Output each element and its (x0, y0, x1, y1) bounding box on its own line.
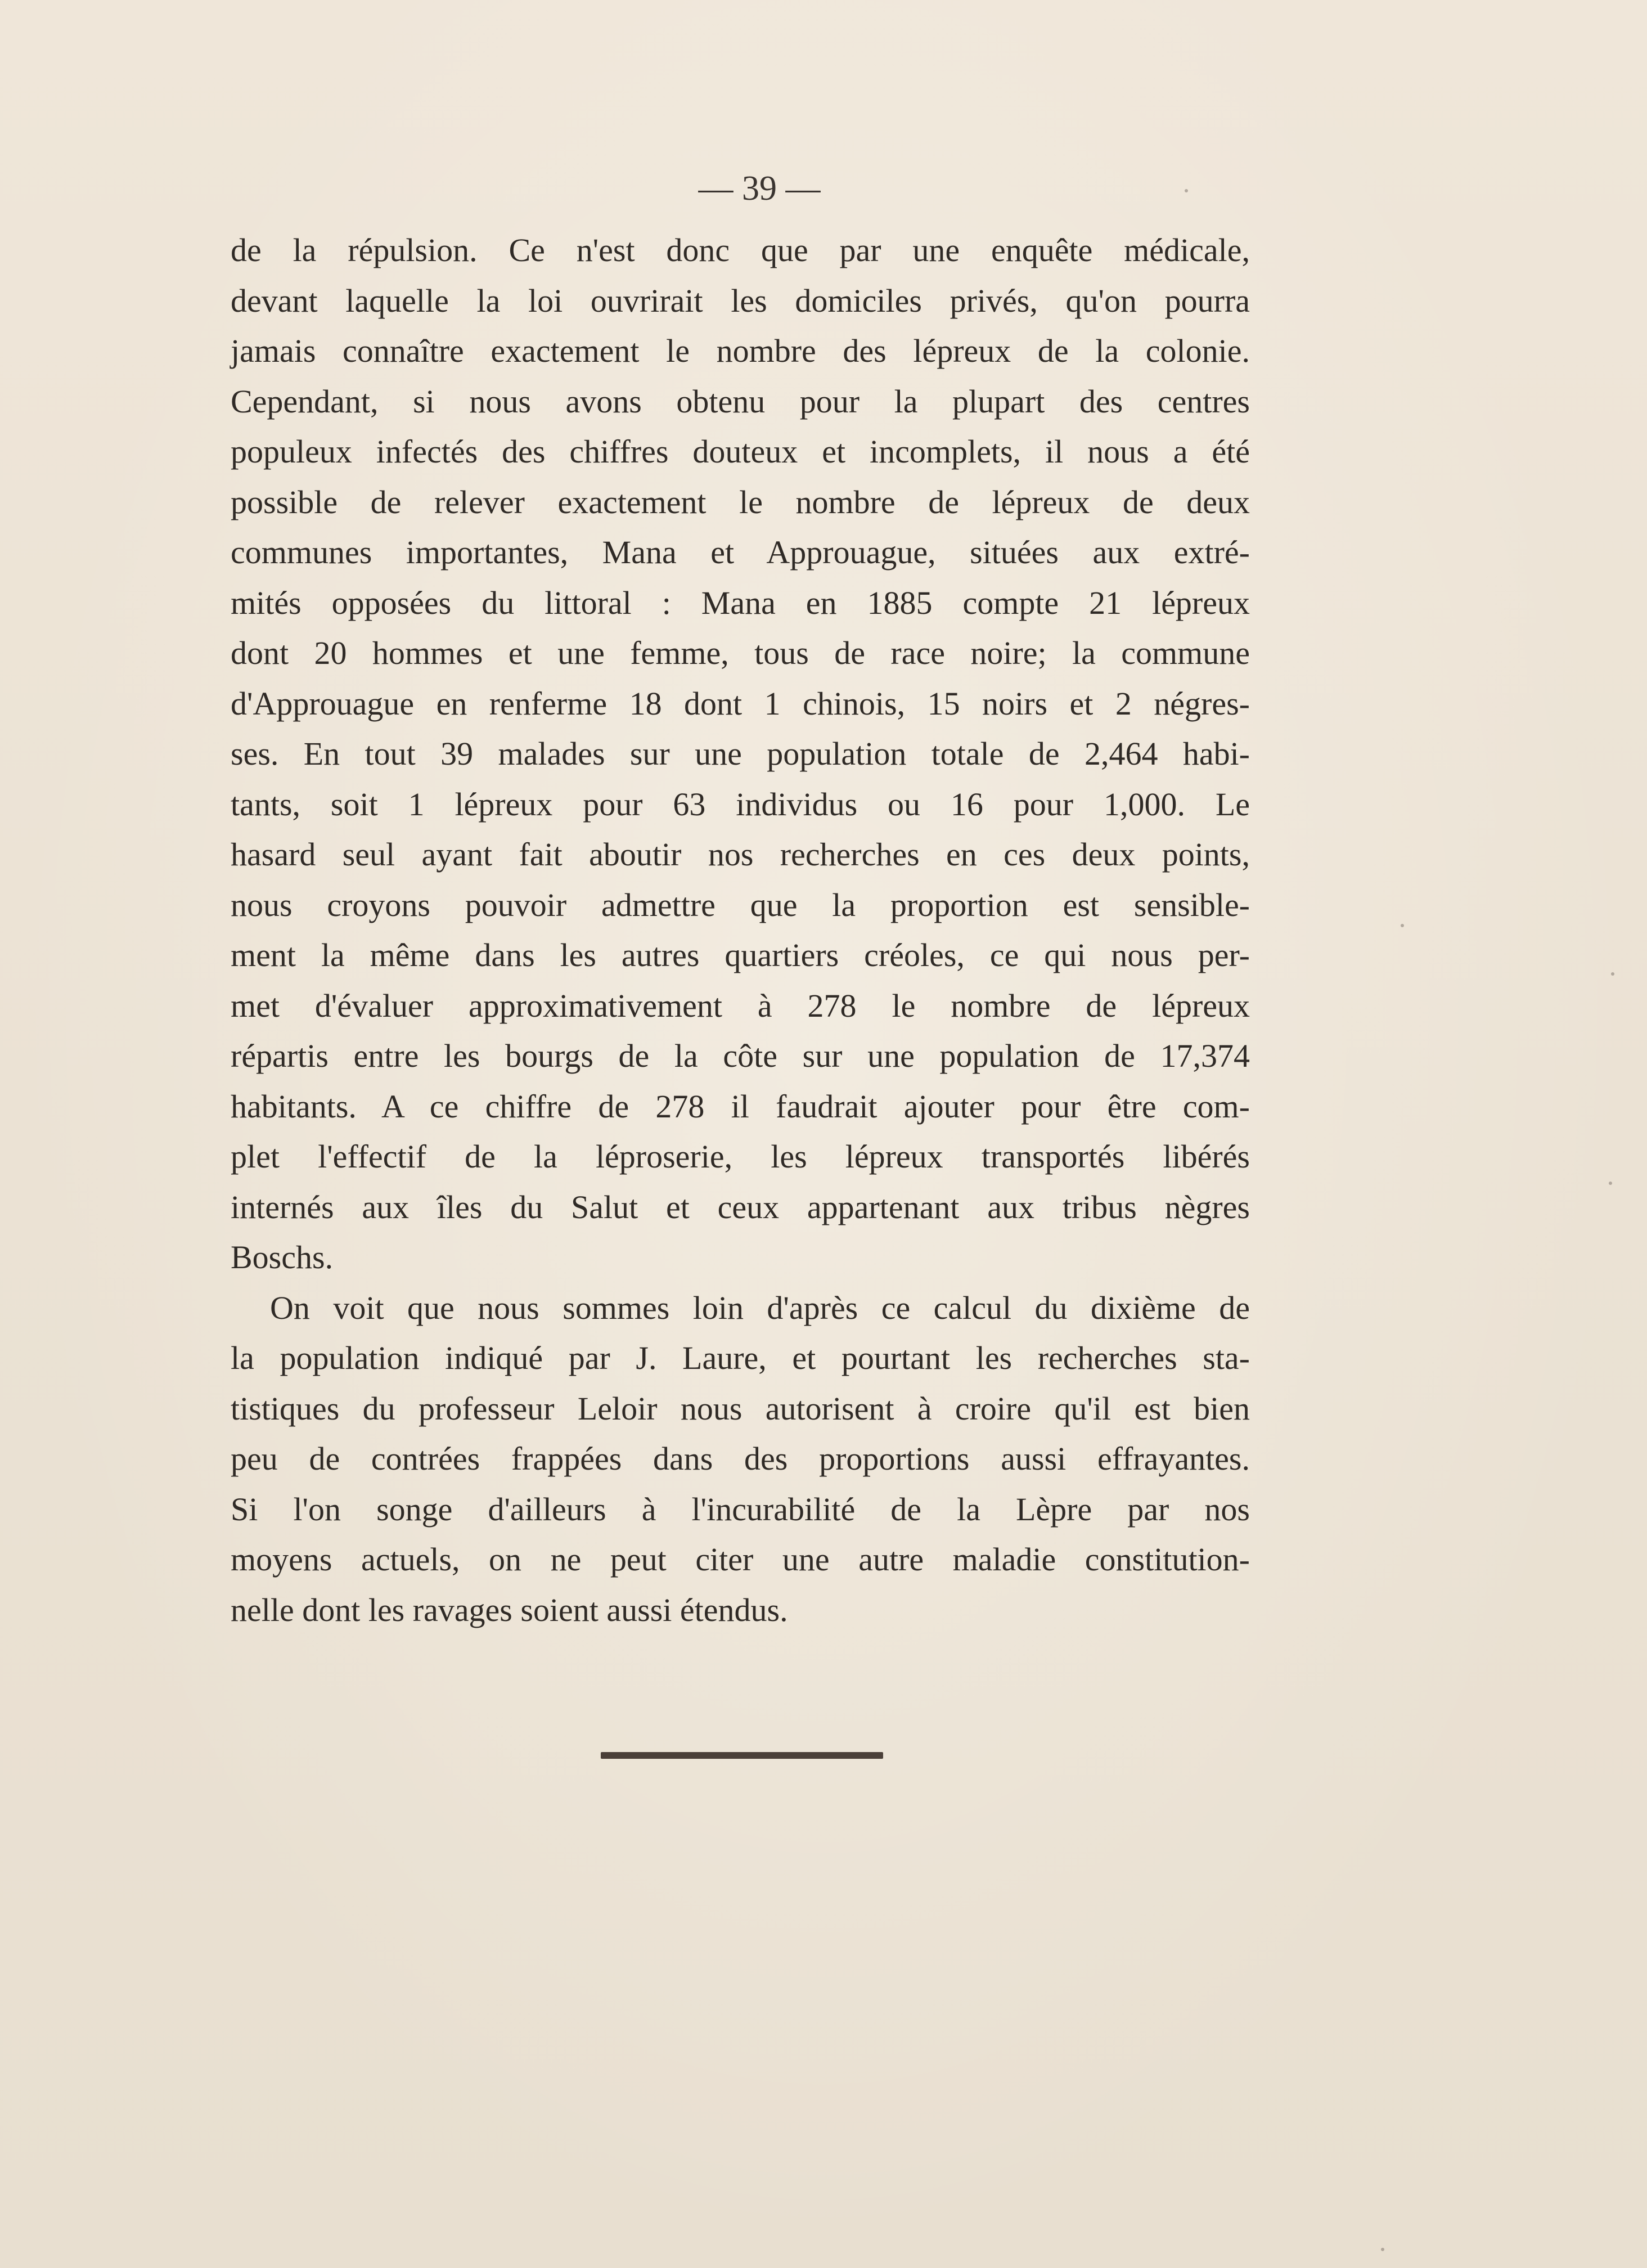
text-line: Cependant, si nous avons obtenu pour la plupart des centres (231, 383, 1250, 420)
text-line: ment la même dans les autres quartiers créoles, ce qui nous per- (231, 937, 1250, 973)
text-line: d'Approuague en renferme 18 dont 1 chinois, 15 noirs et 2 négres- (231, 685, 1250, 722)
text-line: populeux infectés des chiffres douteux et incomplets, il nous a été (231, 433, 1250, 470)
text-line: de la répulsion. Ce n'est donc que par une enquête médicale, (231, 232, 1250, 268)
text-line: tants, soit 1 lépreux pour 63 individus ou 16 pour 1,000. Le (231, 785, 1250, 823)
text-line: tistiques du professeur Leloir nous autorisent à croire qu'il est bien (231, 1390, 1250, 1427)
body-text (231, 225, 1250, 1635)
text-line: Si l'on songe d'ailleurs à l'incurabilité de la Lèpre par nos (231, 1490, 1250, 1528)
text-line: met d'évaluer approximativement à 278 le nombre de lépreux (231, 987, 1250, 1024)
text-line: possible de relever exactement le nombre de lépreux de deux (231, 483, 1250, 520)
page-number: — 39 — (698, 169, 821, 208)
text-line: peu de contrées frappées dans des proportions aussi effrayantes. (231, 1440, 1250, 1477)
text-line: internés aux îles du Salut et ceux appartenant aux tribus nègres (231, 1188, 1250, 1225)
text-line: devant laquelle la loi ouvrirait les domiciles privés, qu'on pourra (231, 282, 1250, 319)
paper-speck (1381, 2248, 1384, 2251)
text-line: jamais connaître exactement le nombre des lépreux de la colonie. (231, 333, 1250, 369)
paper-speck (1185, 189, 1188, 192)
text-line: communes importantes, Mana et Approuague, situées aux extré- (231, 534, 1250, 571)
paper-speck (1401, 924, 1404, 927)
section-separator-rule (601, 1752, 883, 1759)
text-line: nelle dont les ravages soient aussi étendus. (231, 1591, 788, 1628)
paper-speck (1609, 1182, 1612, 1185)
text-line: nous croyons pouvoir admettre que la proportion est sensible- (231, 886, 1250, 923)
text-line: hasard seul ayant fait aboutir nos recherches en ces deux points, (231, 836, 1250, 873)
text-line: la population indiqué par J. Laure, et pourtant les recherches sta- (231, 1340, 1250, 1376)
text-line: On voit que nous sommes loin d'après ce calcul du dixième de (270, 1289, 1250, 1326)
text-line: Boschs. (231, 1239, 334, 1276)
text-line: habitants. A ce chiffre de 278 il faudrait ajouter pour être com- (231, 1088, 1250, 1125)
paper-speck (1611, 972, 1614, 976)
text-line: mités opposées du littoral : Mana en 1885 compte 21 lépreux (231, 584, 1250, 621)
text-line: moyens actuels, on ne peut citer une autre maladie constitution- (231, 1541, 1250, 1578)
text-line: répartis entre les bourgs de la côte sur une population de 17,374 (231, 1038, 1250, 1074)
text-line: dont 20 hommes et une femme, tous de race noire; la commune (231, 635, 1250, 671)
text-line: ses. En tout 39 malades sur une population totale de 2,464 habi- (231, 735, 1250, 772)
text-line: plet l'effectif de la léproserie, les lépreux transportés libérés (231, 1138, 1250, 1175)
